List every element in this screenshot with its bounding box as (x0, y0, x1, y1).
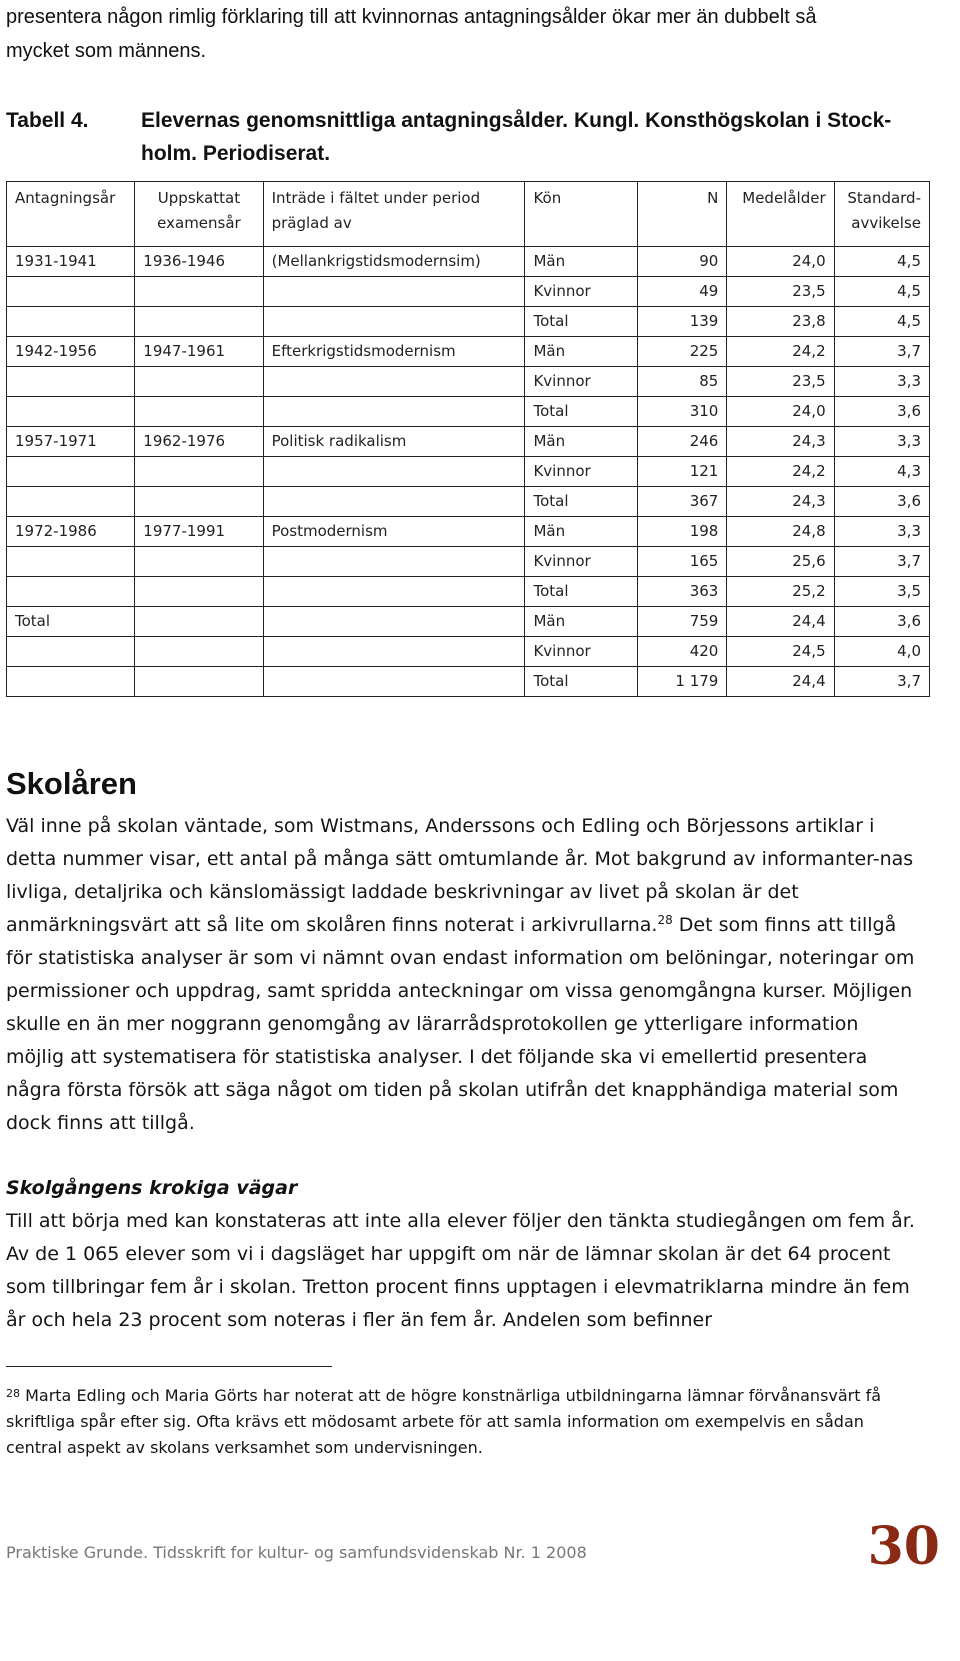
header-antagningsar: Antagningsår (7, 182, 135, 247)
cell-kon: Total (525, 397, 638, 427)
cell-period (263, 457, 525, 487)
paragraph-text-b: Det som finns att tillgå för statistiska analyser är som vi nämnt ovan endast information om belöningar, noteringar om permissioner och uppdrag, samt spridda anteckningar om vissa genomgångna kurser. Möjligen skulle en än mer noggrann genomgång av lärarrådsprotokollen ge ytterligare information möjlig att systematisera för statistiska analyser. I det följande ska vi emellertid presentera några första försök att säga något om tiden på skolan utifrån det knapphändiga material som dock finns att tillgå. (6, 914, 915, 1134)
cell-examensar: 1962-1976 (135, 427, 263, 457)
cell-kon: Män (525, 427, 638, 457)
cell-standardavvikelse: 4,5 (834, 307, 929, 337)
subsection-paragraph: Till att börja med kan konstateras att inte alla elever följer den tänkta studiegången om fem år. Av de 1 065 elever som vi i dagsläget har uppgift om när de lämnar skolan är det 64 procent som tillbringar fem år i skolan. Tretton procent finns upptagen i elevmatriklarna mindre än fem år och hela 23 procent som noteras i fler än fem år. Andelen som befinner (6, 1210, 915, 1331)
cell-period (263, 367, 525, 397)
table-row (7, 577, 930, 607)
cell-standardavvikelse: 3,7 (834, 667, 929, 697)
cell-antagningsar: Total (7, 607, 135, 637)
header-n: N (637, 182, 726, 247)
cell-examensar (135, 547, 263, 577)
cell-standardavvikelse: 3,7 (834, 337, 929, 367)
cell-standardavvikelse: 4,5 (834, 277, 929, 307)
table-row (7, 487, 930, 517)
cell-standardavvikelse: 4,3 (834, 457, 929, 487)
cell-standardavvikelse: 3,3 (834, 427, 929, 457)
cell-kon: Total (525, 667, 638, 697)
cell-n: 367 (637, 487, 726, 517)
cell-kon: Kvinnor (525, 277, 638, 307)
table-caption-label: Tabell 4. (6, 109, 89, 132)
cell-antagningsar: 1957-1971 (7, 427, 135, 457)
header-period: Inträde i fältet under period präglad av (263, 182, 525, 247)
cell-medelalder: 23,5 (727, 367, 834, 397)
cell-kon: Kvinnor (525, 637, 638, 667)
cell-medelalder: 25,6 (727, 547, 834, 577)
cell-medelalder: 24,2 (727, 337, 834, 367)
table-row (7, 397, 930, 427)
table-body (7, 247, 930, 697)
table-row (7, 667, 930, 697)
cell-examensar (135, 607, 263, 637)
table-row (7, 367, 930, 397)
cell-examensar (135, 637, 263, 667)
cell-antagningsar (7, 397, 135, 427)
table-caption-text: Elevernas genomsnittliga antagningsålder. Kungl. Konsthögskolan i Stock-holm. Periodiserat. (141, 109, 892, 165)
cell-period (263, 487, 525, 517)
section-paragraph (6, 810, 918, 1140)
table-row (7, 517, 930, 547)
cell-period (263, 307, 525, 337)
cell-medelalder: 24,3 (727, 487, 834, 517)
cell-period (263, 577, 525, 607)
cell-antagningsar: 1972-1986 (7, 517, 135, 547)
cell-antagningsar (7, 367, 135, 397)
cell-period (263, 547, 525, 577)
cell-examensar (135, 487, 263, 517)
intro-line-2: mycket som männens. (6, 40, 207, 62)
cell-medelalder: 25,2 (727, 577, 834, 607)
cell-n: 363 (637, 577, 726, 607)
cell-period (263, 637, 525, 667)
cell-standardavvikelse: 3,6 (834, 607, 929, 637)
table-row (7, 307, 930, 337)
cell-medelalder: 23,5 (727, 277, 834, 307)
cell-medelalder: 24,0 (727, 247, 834, 277)
table-row (7, 637, 930, 667)
cell-n: 165 (637, 547, 726, 577)
cell-antagningsar (7, 667, 135, 697)
paragraph-text-a: Väl inne på skolan väntade, som Wistmans, Anderssons och Edling och Börjessons artiklar i detta nummer visar, ett antal på många sätt omtumlande år. Mot bakgrund av informanter-nas livliga, detaljrika och känslomässigt laddade beskrivningar av livet på skolan är det anmärkningsvärt att så lite om skolåren finns noterat i arkivrullarna. (6, 815, 914, 936)
section-title: Skolåren (6, 766, 137, 801)
footnote-ref: 28 (657, 913, 673, 927)
cell-kon: Män (525, 247, 638, 277)
table-row (7, 427, 930, 457)
cell-antagningsar (7, 457, 135, 487)
cell-kon: Män (525, 517, 638, 547)
cell-kon: Män (525, 607, 638, 637)
cell-standardavvikelse: 3,6 (834, 397, 929, 427)
cell-n: 90 (637, 247, 726, 277)
cell-examensar: 1977-1991 (135, 517, 263, 547)
header-kon: Kön (525, 182, 638, 247)
cell-examensar (135, 277, 263, 307)
table-row (7, 457, 930, 487)
cell-medelalder: 24,4 (727, 667, 834, 697)
cell-n: 420 (637, 637, 726, 667)
table-header-row (7, 182, 930, 247)
cell-antagningsar: 1931-1941 (7, 247, 135, 277)
intro-paragraph (6, 0, 936, 68)
cell-standardavvikelse: 3,6 (834, 487, 929, 517)
cell-kon: Kvinnor (525, 457, 638, 487)
cell-antagningsar (7, 547, 135, 577)
cell-examensar (135, 367, 263, 397)
cell-medelalder: 24,5 (727, 637, 834, 667)
intro-line-1: presentera någon rimlig förklaring till att kvinnornas antagningsålder ökar mer än dubbelt så (6, 6, 817, 28)
cell-examensar: 1936-1946 (135, 247, 263, 277)
cell-n: 225 (637, 337, 726, 367)
cell-standardavvikelse: 3,3 (834, 517, 929, 547)
cell-kon: Kvinnor (525, 367, 638, 397)
cell-standardavvikelse: 4,5 (834, 247, 929, 277)
cell-antagningsar (7, 487, 135, 517)
cell-standardavvikelse: 3,7 (834, 547, 929, 577)
header-standardavvikelse: Standard-avvikelse (834, 182, 929, 247)
table-row (7, 247, 930, 277)
cell-n: 759 (637, 607, 726, 637)
cell-medelalder: 24,4 (727, 607, 834, 637)
cell-medelalder: 24,0 (727, 397, 834, 427)
cell-examensar: 1947-1961 (135, 337, 263, 367)
cell-antagningsar (7, 637, 135, 667)
cell-n: 1 179 (637, 667, 726, 697)
cell-kon: Kvinnor (525, 547, 638, 577)
table-row (7, 607, 930, 637)
cell-medelalder: 24,2 (727, 457, 834, 487)
footnote-divider (6, 1366, 332, 1367)
cell-examensar (135, 577, 263, 607)
header-examensar: Uppskattat examensår (135, 182, 263, 247)
cell-standardavvikelse: 3,5 (834, 577, 929, 607)
cell-n: 49 (637, 277, 726, 307)
cell-examensar (135, 457, 263, 487)
cell-period: (Mellankrigstidsmodernsim) (263, 247, 525, 277)
cell-kon: Total (525, 487, 638, 517)
cell-medelalder: 23,8 (727, 307, 834, 337)
cell-n: 246 (637, 427, 726, 457)
journal-footer: Praktiske Grunde. Tidsskrift for kultur- og samfundsvidenskab Nr. 1 2008 (6, 1543, 587, 1562)
cell-n: 198 (637, 517, 726, 547)
cell-period (263, 667, 525, 697)
cell-period: Politisk radikalism (263, 427, 525, 457)
cell-examensar (135, 397, 263, 427)
cell-n: 310 (637, 397, 726, 427)
cell-antagningsar (7, 277, 135, 307)
footnote (6, 1381, 918, 1461)
cell-standardavvikelse: 4,0 (834, 637, 929, 667)
table-row (7, 337, 930, 367)
cell-examensar (135, 667, 263, 697)
cell-n: 85 (637, 367, 726, 397)
table-row (7, 277, 930, 307)
cell-kon: Total (525, 307, 638, 337)
cell-period (263, 607, 525, 637)
cell-kon: Total (525, 577, 638, 607)
cell-period (263, 397, 525, 427)
cell-period (263, 277, 525, 307)
cell-antagningsar (7, 307, 135, 337)
subsection-title: Skolgångens krokiga vägar (6, 1177, 298, 1199)
cell-kon: Män (525, 337, 638, 367)
cell-period: Postmodernism (263, 517, 525, 547)
admission-age-table (6, 181, 930, 697)
page-number: 30 (867, 1516, 940, 1577)
cell-n: 139 (637, 307, 726, 337)
table-row (7, 547, 930, 577)
cell-medelalder: 24,3 (727, 427, 834, 457)
cell-antagningsar (7, 577, 135, 607)
footnote-number: 28 (6, 1387, 20, 1400)
cell-n: 121 (637, 457, 726, 487)
cell-examensar (135, 307, 263, 337)
cell-period: Efterkrigstidsmodernism (263, 337, 525, 367)
cell-antagningsar: 1942-1956 (7, 337, 135, 367)
footnote-text: Marta Edling och Maria Görts har noterat att de högre konstnärliga utbildningarna lämnar förvånansvärt få skriftliga spår efter sig. Ofta krävs ett mödosamt arbete för att samla information om exempelvis en sådan central aspekt av skolans verksamhet som undervisningen. (6, 1386, 882, 1457)
cell-medelalder: 24,8 (727, 517, 834, 547)
cell-standardavvikelse: 3,3 (834, 367, 929, 397)
header-medelalder: Medelålder (727, 182, 834, 247)
